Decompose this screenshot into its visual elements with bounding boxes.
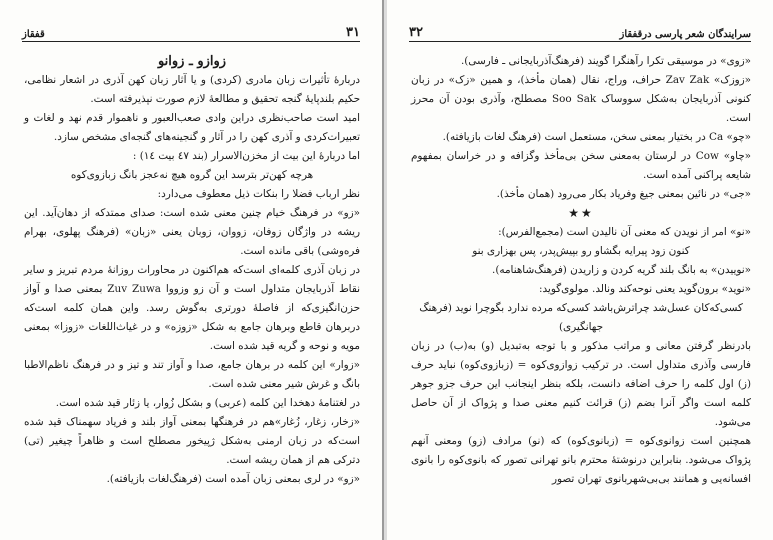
header-rule bbox=[409, 41, 751, 42]
verse: کسی‌که‌کان عسل‌شد چراترش‌باشد کسی‌که مرده ندارد بگوچرا نوید (فرهنگ جهانگیری) bbox=[419, 302, 743, 333]
paragraph: «زو» در لری بمعنی زبان آمده است (فرهنگ‌لغات بازیافته). bbox=[106, 473, 360, 485]
paragraph: «زخار، زغار، زُغار»هم در فرهنگها بمعنی آواز بلند و فریاد سهمناک قید شده است‌که در زبان ارمنی به‌شکل ژپیخور مصطلح است و ظاهراً چیغیر (تی) دترکی هم از همان ریشه است. bbox=[24, 416, 360, 466]
paragraph: اما دربارهٔ این بیت از مخزن‌الاسرار (بند ٤٧ بیت ١٤) : bbox=[132, 150, 360, 162]
right-page-header bbox=[409, 22, 751, 40]
paragraph: «زو» در فرهنگ خیام چنین معنی شده است: صدای ممتدکه از دهان‌آید. این ریشه در واژگان زوفان، زووان، زوبان یعنی «زبان» (فرهنگ پهلوی، بهرام فره‌وشی) باقی مانده است. bbox=[24, 207, 360, 257]
verse: هرچه کهن‌تر بترسد این گروه هیچ نه‌عجز بانگ زبازوی‌کوه bbox=[70, 169, 314, 181]
paragraph: بادرنظر گرفتن معانی و مراتب مذکور و با توجه به‌تبدیل (و) به(ب) در زبان فارسی وآذری متداول است. در ترکیب زوازوی‌کوه = (زبازوی‌کوه) نباید حرف (ز) اول کلمه را حرف اضافه دانست، بلکه بنظر اینجانب این حرف جزو جوهر کلمه است واگر آنرا بضم (ز) قرائت کنیم معنی صدا و پژواک از آن حاصل می‌شود. bbox=[411, 340, 751, 428]
running-title: قفقاز bbox=[22, 29, 45, 40]
paragraph: «نوید» برون‌گوید یعنی نوحه‌کند ونالد. مولوی‌گوید: bbox=[538, 283, 751, 295]
paragraph: «زوزک» Zav Zak حراف، وراج، نقال (همان مأخذ)، و همین «زک» در زبان کنونی آذربایجان به‌شکل سووساک Soo Sak مصطلح، وآذری بودن آن محرز است. bbox=[411, 74, 751, 124]
paragraph: دربارهٔ تأثیرات زبان مادری (کردی) و یا آثار زبان کهن آذری در اشعار نظامی، حکیم بلندپایهٔ گنجه تحقیق و مطالعهٔ لازم صورت نپذیرفته است. bbox=[24, 74, 360, 105]
paragraph: در زبان آذری کلمه‌ای است‌که هم‌اکنون در محاورات روزانهٔ مردم تبریز و سایر نقاط آذربایجان متداول است و آن زو وزووا Zuv Zuwa بمعنی صدا و آواز حزن‌انگیزی‌که از فاصلهٔ دورتری به‌گوش رسد. واین همان کلمه است‌که دربرهان قاطع وبرهان جامع به شکل «زوزه» و در غیاث‌اللغات «زوزا» بمعنی مویه و نوحه و گریه قید شده است. bbox=[24, 264, 360, 352]
left-page-body bbox=[24, 52, 360, 489]
paragraph: نظر ارباب فضلا را بنکات ذیل معطوف می‌دارد: bbox=[157, 188, 360, 200]
paragraph: «چاو» Cow در لرستان به‌معنی سخن بی‌مأخذ وگزافه و در خراسان بمفهوم شایعه پراکنی آمده است. bbox=[411, 150, 752, 181]
section-title: زوازو ـ زوانو bbox=[157, 54, 227, 69]
left-page bbox=[0, 0, 384, 540]
paragraph: امید است صاحب‌نظری دراین وادی صعب‌العبور و ناهموار قدم نهد و لغات و تعبیرات‌کردی و آذری کهن را در آثار و گنجینه‌های گنجه‌ای مشخص سازد. bbox=[24, 112, 360, 143]
section-divider-stars: ★★ bbox=[568, 206, 594, 220]
paragraph: همچنین است زوانوی‌کوه = (زبانوی‌کوه) که (نو) مرادف (زو) ومعنی آنهم پژواک می‌شود. بنابراین درنوشتهٔ محترم بانو تهرانی تصور که بانوی‌کوه را بانوی افسانه‌یی و همانند بی‌بی‌شهربانوی تهران تصور bbox=[411, 435, 751, 485]
paragraph: «چو» Ca در بختیار بمعنی سخن، مستعمل است (فرهنگ لغات بازیافته). bbox=[442, 131, 751, 143]
paragraph: «نوییدن» به بانگ بلند گریه کردن و زاریدن (فرهنگ‌شاهنامه). bbox=[492, 264, 751, 276]
paragraph: در لغتنامهٔ دهخدا این کلمه (عربی) و بشکل زُوار، یا زئار قید شده است. bbox=[55, 397, 360, 409]
running-title: سرایندگان شعر پارسی درقفقاز bbox=[619, 29, 751, 40]
header-rule bbox=[22, 41, 360, 42]
paragraph: «جی» در نائین بمعنی جیغ وفریاد بکار می‌رود (همان مأخذ). bbox=[496, 188, 751, 200]
paragraph: «نو» امر از نویدن که معنی آن نالیدن است (مجمع‌الفرس): bbox=[498, 226, 751, 238]
right-page bbox=[387, 0, 773, 540]
left-page-header bbox=[22, 22, 360, 40]
right-page-body bbox=[411, 52, 751, 489]
paragraph: «زوی» در موسیقی تکرا رآهنگرا گویند (فرهنگ‌آذربایجانی ـ فارسی). bbox=[460, 55, 751, 67]
page-number: ٣١ bbox=[346, 25, 360, 40]
verse: کنون زود پیرایه بگشاو رو بپیش‌پدر، پس بهزاری بنو bbox=[472, 245, 690, 257]
page-number: ٣٢ bbox=[409, 25, 423, 40]
paragraph: «زوار» این کلمه در برهان جامع، صدا و آواز تند و تیز و در فرهنگ ناظم‌الاطبا بانگ و غرش شیر معنی شده است. bbox=[24, 359, 360, 390]
